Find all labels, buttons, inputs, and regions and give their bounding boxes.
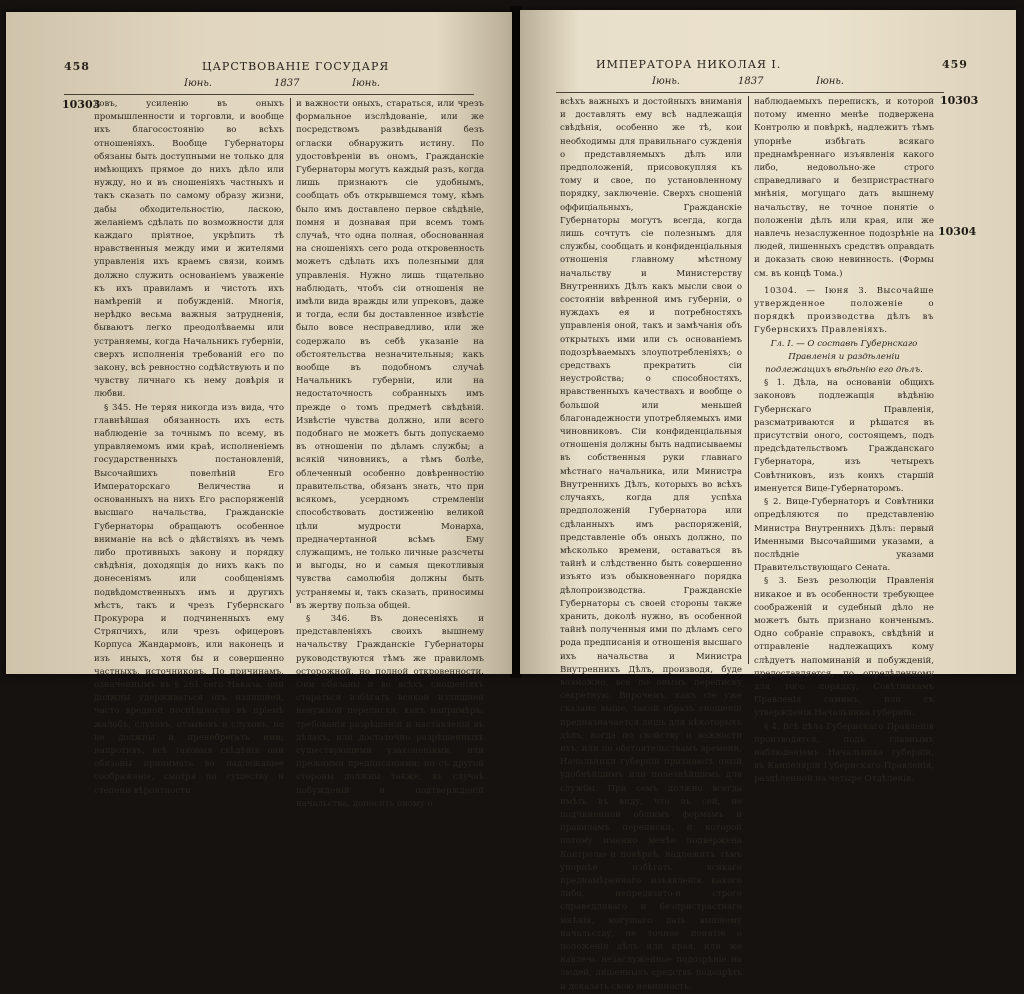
right-head-rule (556, 92, 944, 93)
left-month-right: Іюнь. (352, 78, 380, 89)
right-year: 1837 (738, 76, 764, 87)
left-col1-para-2: § 345. Не теряя никогда изъ вида, что главнѣйшая обязанность ихъ есть наблюденіе за точнымъ по всему, въ управляемомъ ими краѣ, исполненіемъ государственныхъ постановленій, Высочайшихъ повелѣній Его Императорскаго Величества и основанныхъ на нихъ Его распоряженій высшаго начальства, Гражданскіе Губернаторы обращаютъ особенное вниманіе на всѣ о дѣйствіяхъ въ чемъ либо противныхъ закону и порядку свѣдѣнія, доходящія до нихъ какъ по донесеніямъ или сообщеніямъ подвѣдомственныхъ имъ и другихъ мѣстъ, такъ и чрезъ Губернскаго Прокурора и подчиненныхъ ему Стряпчихъ, или чрезъ офицеровъ Корпуса Жандармовъ, или наконецъ и изъ иныхъ, хотя бы и совершенно частныхъ, источниковъ. По причинамъ, означеннымъ въ § 261 сего Наказа, они должны удерживаться отъ излишней, часто вредной поспѣшности въ пріемѣ жалобъ, слуховъ, отзывовъ и слуховъ, но не должны и пренебрегать ими; напротивъ, всѣ таковыя свѣдѣнія они обязаны принимать во надлежащее соображеніе, смотря по существу и степени вѣроятности (94, 402, 284, 796)
right-col2-para-2: § 2. Вице-Губернаторъ и Совѣтники опредѣляются по представленію Министра Внутреннихъ Дѣлъ: первый Именными Высочайшими указами, а послѣдніе указами Правительствующаго Сената. (754, 497, 934, 574)
left-running-title: ЦАРСТВОВАНІЕ ГОСУДАРЯ (202, 60, 390, 73)
right-page-number: 459 (942, 58, 968, 71)
left-running-head (6, 60, 512, 76)
right-law-heading: 10304. — Іюня 3. Высочайше утвержденное положеніе о порядкѣ производства дѣлъ въ Губернскихъ Правленіяхъ. (754, 285, 934, 336)
left-subhead (6, 78, 512, 92)
right-col2-intro: наблюдаемыхъ перепискъ, и которой потому именно менѣе подвержена Контролю и повѣркѣ, надлежитъ тѣмъ упорнѣе избѣгать всякаго преднамѣреннаго изъявленія какого либо, недовольно-же строго справедливаго и безпристрастнаго мнѣнія, могущаго дать вышнему начальству, не точное понятіе о положеніи дѣлъ или края, или же навлечь незаслуженное подозрѣніе на людей, лишенныхъ средствъ оправдать и доказать свою невинность. (Формы см. въ концѣ Тома.) (754, 97, 934, 279)
right-running-title: ИМПЕРАТОРА НИКОЛАЯ I. (596, 58, 782, 71)
right-month-right: Іюнь. (816, 76, 844, 87)
left-column-2 (296, 98, 484, 809)
right-page (520, 10, 1016, 992)
right-running-head (520, 58, 1016, 74)
left-column-1 (94, 98, 284, 796)
right-subhead (520, 76, 1016, 90)
right-month-left: Іюнь. (652, 76, 680, 87)
left-col2-para-1: и важности оныхъ, стараться, или чрезъ формальное изслѣдованіе, или же посредствомъ развѣдываній безъ огласки обнаружить истину. По удостовѣреніи въ ономъ, Гражданскіе Губернаторы могутъ каждый разъ, когда лишь признаютъ сіе удобнымъ, сообщать объ открывшемся тому, кѣмъ было имъ доставлено первое свѣдѣніе, помня и дознавая при всемъ томъ случаѣ, что одна полная, обоснованная на сношеніяхъ сего рода откровенность можетъ сдѣлать ихъ полезными для управленія. Нужно лишь тщательно наблюдать, чтобъ сіи отношенія не имѣли вида вражды или упрековъ, даже и тогда, если бы доставленное извѣстіе было вовсе несправедливо, или же содержало въ себѣ указаніе на обстоятельства незначительныя; какъ вообще въ подобномъ случаѣ Начальникъ губерніи, или на недостаточность собранныхъ имъ прежде о томъ предметѣ свѣдѣній. Извѣстіе чувства должно, или всего подобнаго не можетъ быть допускаемо въ отношеніи по дѣламъ службы; а всякій чиновникъ, а тѣмъ болѣе, облеченный особенно довѣренностію правительства, обязанъ знать, что при всякомъ, усердномъ стремленіи способствовать достиженію великой цѣли мудрости Монарха, предначертанной всѣмъ Ему служащимъ, не только личные разсчеты и выгоды, но и самыя щекотливыя чувства самолюбія должны быть устраняемы и, такъ сказать, приносимы въ жертву польза общей. (296, 99, 484, 611)
right-column-divider (748, 96, 749, 664)
left-page-number: 458 (64, 60, 90, 73)
right-law-number-1: 10303 (940, 94, 979, 107)
left-col2-para-2: § 346. Въ донесеніяхъ и представленіяхъ своихъ вышнему начальству Гражданскіе Губернаторы руководствуются тѣмъ же правиломъ осторожной, но полной откровенности. Они обязаны и во всѣхъ сношеніяхъ стараться избѣгать всякой излишней ненужной переписки, какъ напримѣръ: требованія разрѣшеній и наставленій въ дѣлахъ, или достаточно разрѣшенныхъ существующими узаконеніями, или прежними предписаніями; но съ другой стороны должны также, въ случаѣ побужденій и подтвержденій начальства, доносить оному о (296, 613, 484, 809)
right-col2-para-1: § 1. Дѣла, на основаніи общихъ законовъ подлежащія вѣдѣнію Губернскаго Правленія, разсматриваются и рѣшатся въ присутствіи оного, состоящемъ, подъ предсѣдательствомъ Гражданскаго Губернатора, изъ четырехъ Совѣтниковъ, изъ коихъ старшій именуется Вице-Губернаторомъ. (754, 378, 934, 494)
right-col1-para-1: всѣхъ важныхъ и достойныхъ вниманія и доставлять ему всѣ надлежащія свѣдѣнія, особенно же тѣ, кои необходимы для правильнаго сужденія о представляемыхъ дѣлъ или предположеній, присовокупляя къ тому и свое, по установленному порядку, заключеніе. Сверхъ сношеній оффиціальныхъ, Гражданскіе Губернаторы могутъ всегда, когда лишь сочтутъ сіе полезнымъ для службы, сообщать и конфиденціальныя отношенія главному мѣстному начальству и Министерству Внутреннихъ Дѣлъ какъ мысли свои о состояніи ввѣренной имъ губерніи, о нуждахъ ея и потребностяхъ управленія оной, такъ и замѣчанія объ открытыхъ ими или съ основаніемъ подозрѣваемыхъ злоупотребленіяхъ; о средствахъ прекратить сіи неустройства; о способностяхъ, нравственныхъ качествахъ и вообще о большой или меньшей благонадежности употребляемыхъ ими чиновниковъ. Сіи конфиденціальныя отношенія должны быть надписываемы въ собственныя руки главнаго мѣстнаго начальника, или Министра Внутреннихъ Дѣлъ, которыхъ во всѣхъ случаяхъ, когда для успѣха предположеній Губернатора или сдѣланныхъ имъ распоряженій, представленіе объ оныхъ должно, по мѣсколько времени, оставаться въ тайнѣ и слѣдственно быть совершенно изъято изъ обыкновеннаго порядка дѣлопроизводства. Гражданскіе Губернаторы съ своей стороны также хранить, доколѣ нужно, въ особенной тайнѣ полученныя ими по дѣламъ сего рода предписанія и отношенія высшаго ихъ начальства и Министра Внутреннихъ Дѣлъ, производя, буде возможно, все по онымъ переписку секретную. Впрочемъ, какъ сіе уже сказано выше, такой образъ сношеній предназначается лишь для нѣкоторыхъ дѣлъ, когда по свойству и важности ихъ, или по обстоятельствамъ времени, Начальники губерній признаютъ оный удобнѣйшимъ или полезнѣйшимъ для службы. При семъ должно всегда имѣть въ виду, что въ сей, не подчиненной общимъ формамъ и правиламъ переписки, и которой потому именно менѣе подвержена Контролю и повѣркѣ, надлежитъ тѣмъ упорнѣе избѣгать всякаго преднамѣреннаго изъявленія какого либо, непредвзято-и строго справедливаго и безпристрастнаго мнѣнія, могущаго дать вышнему начальству, не точное понятіе о положеніи дѣлъ или края, или же навлечь незаслуженное подозрѣніе на людей, лишенныхъ средствъ подозрѣть и доказать свою невинность. (560, 97, 742, 992)
left-col1-para-1: довъ, усиленію въ оныхъ промышленности и торговли, и вообще ихъ благосостоянію во всѣхъ отношеніяхъ. Вообще Губернаторы обязаны быть доступными не только для имѣющихъ прямое до нихъ дѣло или нужду, но и въ сношеніяхъ частныхъ и такъ сказать по самому образу жизни, дабы обходительностію, ласкою, желаніемъ сдѣлать по возможности для каждаго пріятное, укрѣпить тѣ нравственныя между ими и жителями управленія ихъ краемъ связи, коимъ должно служить основаніемъ уваженіе къ ихъ правиламъ и чистоть ихъ намѣреній и побужденій. Многія, нерѣдко весьма важныя затрудненія, бываютъ легко преодолѣваемы или устраняемы, когда Начальникъ губерніи, сверхъ исполненія требованій его по закону, всѣ ревностно содѣйствують и по чувству личнаго къ нему довѣрія и любви. (94, 99, 284, 400)
left-month-left: Іюнь. (184, 78, 212, 89)
right-law-number-2: 10304 (938, 225, 977, 238)
right-col2-para-4: § 4. Всѣ дѣла Губернскаго Правленія производятся, подъ главнымъ наблюденіемъ Начальника губерніи, въ Канцеляріи Губернскаго Правленія, раздѣленной на четыре Отдѣленія. (754, 721, 934, 785)
left-year: 1837 (274, 78, 300, 89)
right-chapter-heading: Гл. І. — О составѣ Губернскаго Правленія и раздѣленіи подлежащихъ вѣдѣнію его дѣлъ. (765, 338, 923, 376)
right-column-2 (754, 96, 934, 785)
left-page (6, 12, 512, 809)
right-column-1 (560, 96, 742, 992)
left-law-number: 10303 (62, 98, 101, 111)
left-head-rule (64, 94, 474, 95)
left-column-divider (290, 98, 291, 603)
right-col2-para-3: § 3. Безъ резолюціи Правленія никакое и въ особенности требующее соображеній и судебный дѣло не можетъ быть признано конченымъ. Одно собраніе справокъ, свѣдѣній и отправленіе надлежащихъ кому слѣдуетъ напоминаній и побужденій, предоставляется, по опредѣленному для того порядку, Совѣтникамъ Правленія самимъ, или съ утвержденія Начальника губерніи. (754, 576, 934, 719)
